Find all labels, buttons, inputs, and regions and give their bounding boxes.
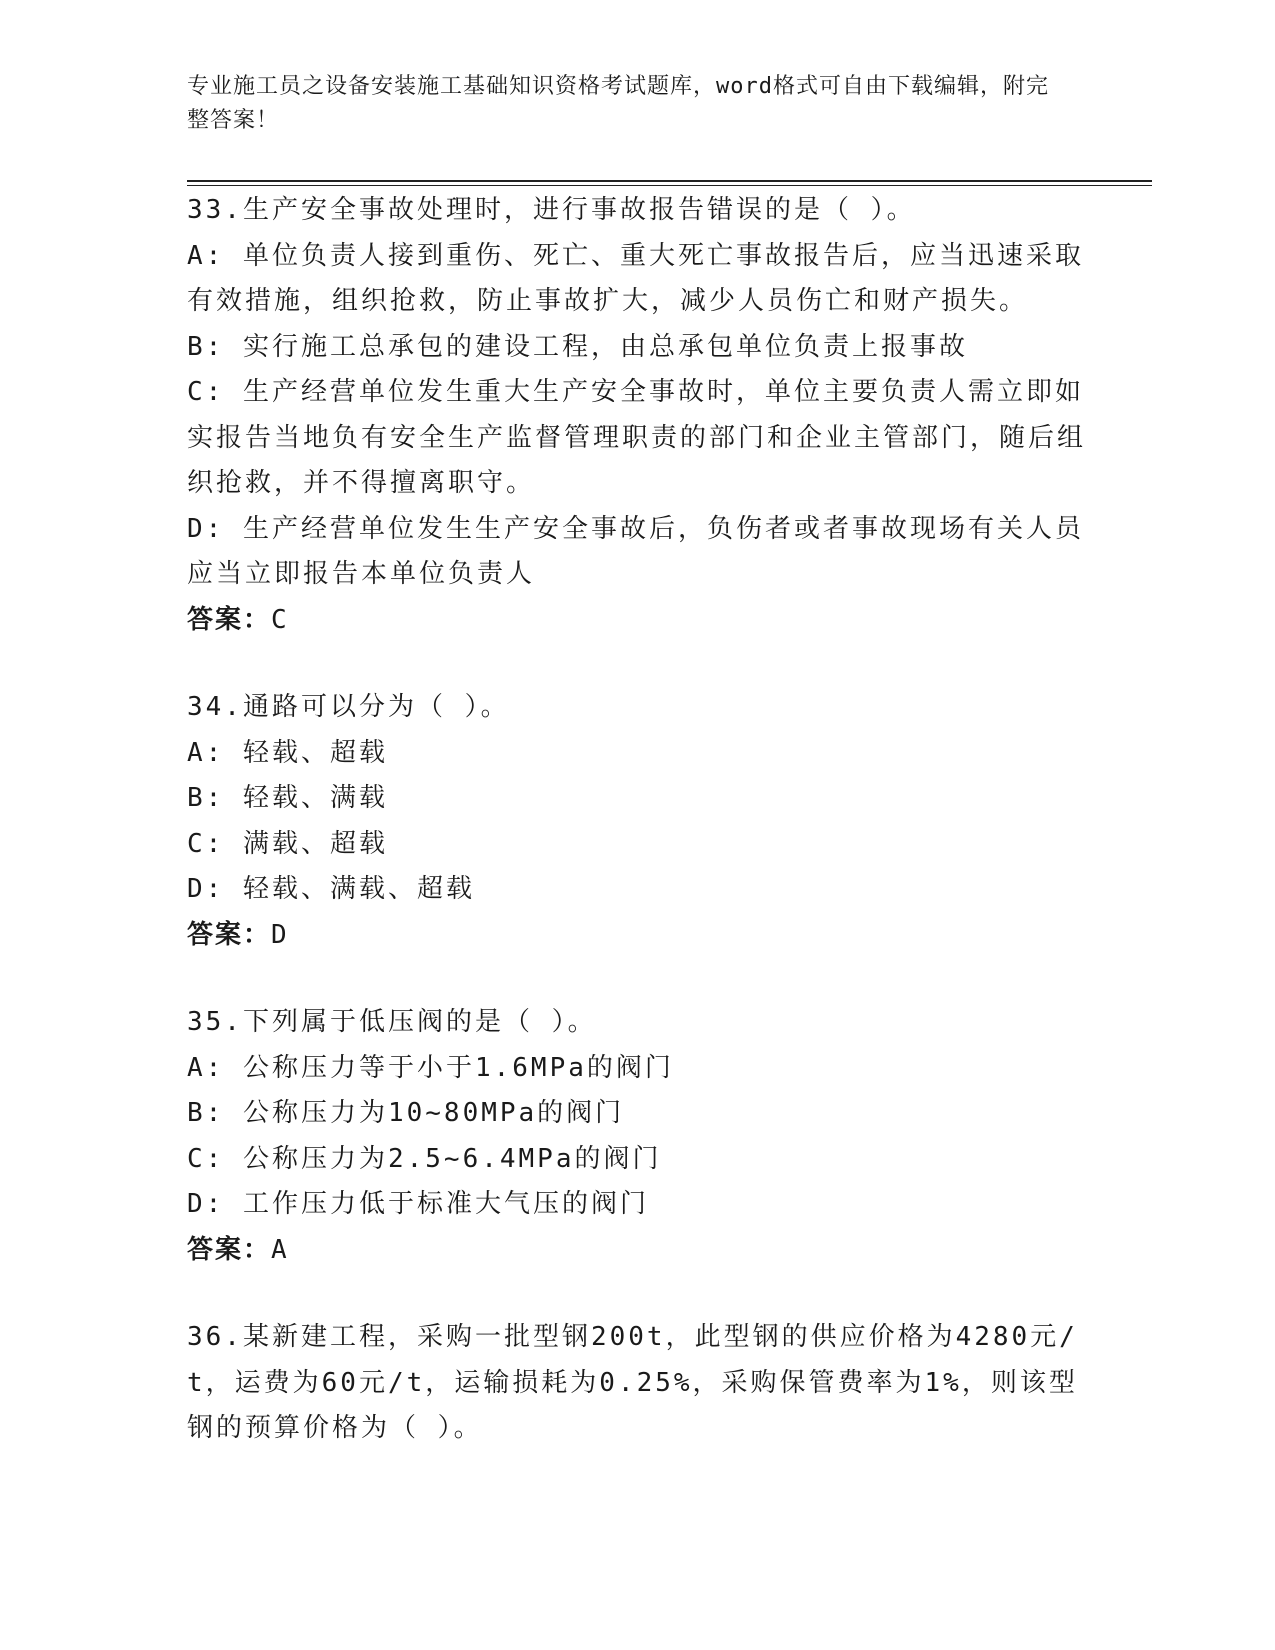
option-c: C: 满载、超载	[187, 828, 388, 859]
option-c: C: 生产经营单位发生重大生产安全事故时，单位主要负责人需立即如实报告当地负有安全生产监督管理职责的部门和企业主管部门，随后组织抢救，并不得擅离职守。	[187, 377, 1087, 498]
answer-value: C	[271, 604, 289, 635]
option-b: B: 公称压力为10~80MPa的阀门	[187, 1098, 625, 1128]
answer-line	[187, 598, 1087, 644]
question-stem: 36.某新建工程，采购一批型钢200t，此型钢的供应价格为4280元/t，运费为60元/t，运输损耗为0.25%，采购保管费率为1%，则该型钢的预算价格为（ ）。	[187, 1322, 1078, 1443]
question-33	[187, 188, 1087, 643]
option-b: B: 轻载、满载	[187, 783, 388, 813]
option-c: C: 公称压力为2.5~6.4MPa的阀门	[187, 1143, 662, 1174]
question-stem: 34.通路可以分为（ ）。	[187, 692, 510, 722]
option-a: A: 轻载、超载	[187, 737, 388, 768]
document-header: 专业施工员之设备安装施工基础知识资格考试题库，word格式可自由下载编辑，附完整答案！	[187, 74, 1049, 133]
header-divider-thin	[187, 185, 1152, 186]
document-page	[187, 70, 1152, 138]
option-b: B: 实行施工总承包的建设工程，由总承包单位负责上报事故	[187, 331, 968, 362]
answer-label: 答案：	[187, 1234, 272, 1265]
header-divider	[187, 180, 1152, 182]
answer-value: D	[271, 919, 289, 950]
question-stem: 35.下列属于低压阀的是（ ）。	[187, 1007, 597, 1037]
question-34	[187, 685, 1087, 958]
option-d: D: 生产经营单位发生生产安全事故后，负伤者或者事故现场有关人员应当立即报告本单位负责人	[187, 513, 1084, 589]
question-list	[187, 188, 1087, 1494]
answer-line	[187, 913, 1087, 959]
question-36	[187, 1315, 1087, 1452]
answer-label: 答案：	[187, 604, 272, 635]
option-d: D: 工作压力低于标准大气压的阀门	[187, 1189, 649, 1219]
question-35	[187, 1000, 1087, 1273]
option-a: A: 单位负责人接到重伤、死亡、重大死亡事故报告后，应当迅速采取有效措施，组织抢救，防止事故扩大，减少人员伤亡和财产损失。	[187, 240, 1084, 316]
option-d: D: 轻载、满载、超载	[187, 874, 475, 904]
option-a: A: 公称压力等于小于1.6MPa的阀门	[187, 1052, 674, 1083]
answer-label: 答案：	[187, 919, 272, 950]
question-stem: 33.生产安全事故处理时，进行事故报告错误的是（ ）。	[187, 195, 916, 225]
answer-line	[187, 1228, 1087, 1274]
answer-value: A	[271, 1234, 289, 1265]
